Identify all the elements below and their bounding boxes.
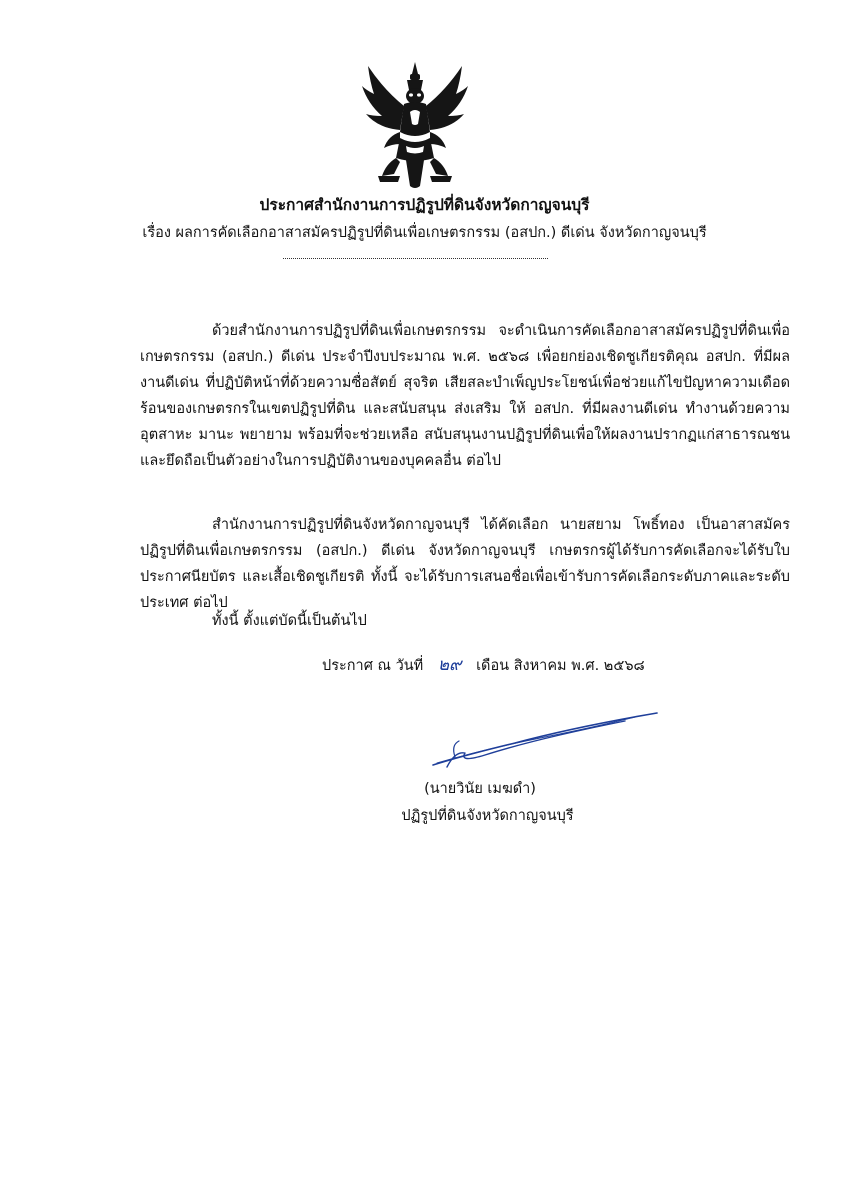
date-suffix: เดือน สิงหาคม พ.ศ. ๒๕๖๘ <box>476 658 645 674</box>
body-paragraph-2: สำนักงานการปฏิรูปที่ดินจังหวัดกาญจนบุรี ได้คัดเลือก นายสยาม โพธิ์ทอง เป็นอาสาสมัครปฏิรูปที่ดินเพื่อเกษตรกรรม (อสปก.) ดีเด่น จังหวัดกาญจนบุรี เกษตรกรผู้ได้รับการคัดเลือกจะได้รับใบประกาศนียบัตร และเสื้อเชิดชูเกียรติ ทั้งนี้ จะได้รับการเสนอชื่อเพื่อเข้ารับการคัดเลือกระดับภาคและระดับประเทศ ต่อไป <box>140 517 790 611</box>
handwritten-signature <box>425 705 665 775</box>
body-paragraph-3: ทั้งนี้ ตั้งแต่บัดนี้เป็นต้นไป <box>212 613 367 629</box>
dotted-separator <box>283 258 548 259</box>
announcement-title: ประกาศสำนักงานการปฏิรูปที่ดินจังหวัดกาญจนบุรี <box>259 196 590 214</box>
body-paragraph-1: ด้วยสำนักงานการปฏิรูปที่ดินเพื่อเกษตรกรรม จะดำเนินการคัดเลือกอาสาสมัครปฏิรูปที่ดินเพื่อเกษตรกรรม (อสปก.) ดีเด่น ประจำปีงบประมาณ พ.ศ. ๒๕๖๘ เพื่อยกย่องเชิดชูเกียรติคุณ อสปก. ที่มีผลงานดีเด่น ที่ปฏิบัติหน้าที่ด้วยความซื่อสัตย์ สุจริต เสียสละบำเพ็ญประโยชน์เพื่อช่วยแก้ไขปัญหาความเดือดร้อนของเกษตรกรในเขตปฏิรูปที่ดิน และสนับสนุน ส่งเสริม ให้ อสปก. ที่มีผลงานดีเด่น ทำงานด้วยความอุตสาหะ มานะ พยายาม พร้อมที่จะช่วยเหลือ สนับสนุนงานปฏิรูปที่ดินเพื่อให้ผลงานปรากฏแก่สาธารณชน และยึดถือเป็นตัวอย่างในการปฏิบัติงานของบุคคลอื่น ต่อไป <box>140 323 790 469</box>
garuda-emblem-icon <box>360 60 470 190</box>
date-day-handwritten: ๒๙ <box>437 655 462 675</box>
announcement-subject: เรื่อง ผลการคัดเลือกอาสาสมัครปฏิรูปที่ดินเพื่อเกษตรกรรม (อสปก.) ดีเด่น จังหวัดกาญจนบุรี <box>142 225 707 241</box>
announcement-date <box>322 652 645 679</box>
signer-position: ปฏิรูปที่ดินจังหวัดกาญจนบุรี <box>401 808 574 824</box>
signer-name: (นายวินัย เมฆดำ) <box>424 781 536 797</box>
date-prefix: ประกาศ ณ วันที่ <box>322 658 424 674</box>
